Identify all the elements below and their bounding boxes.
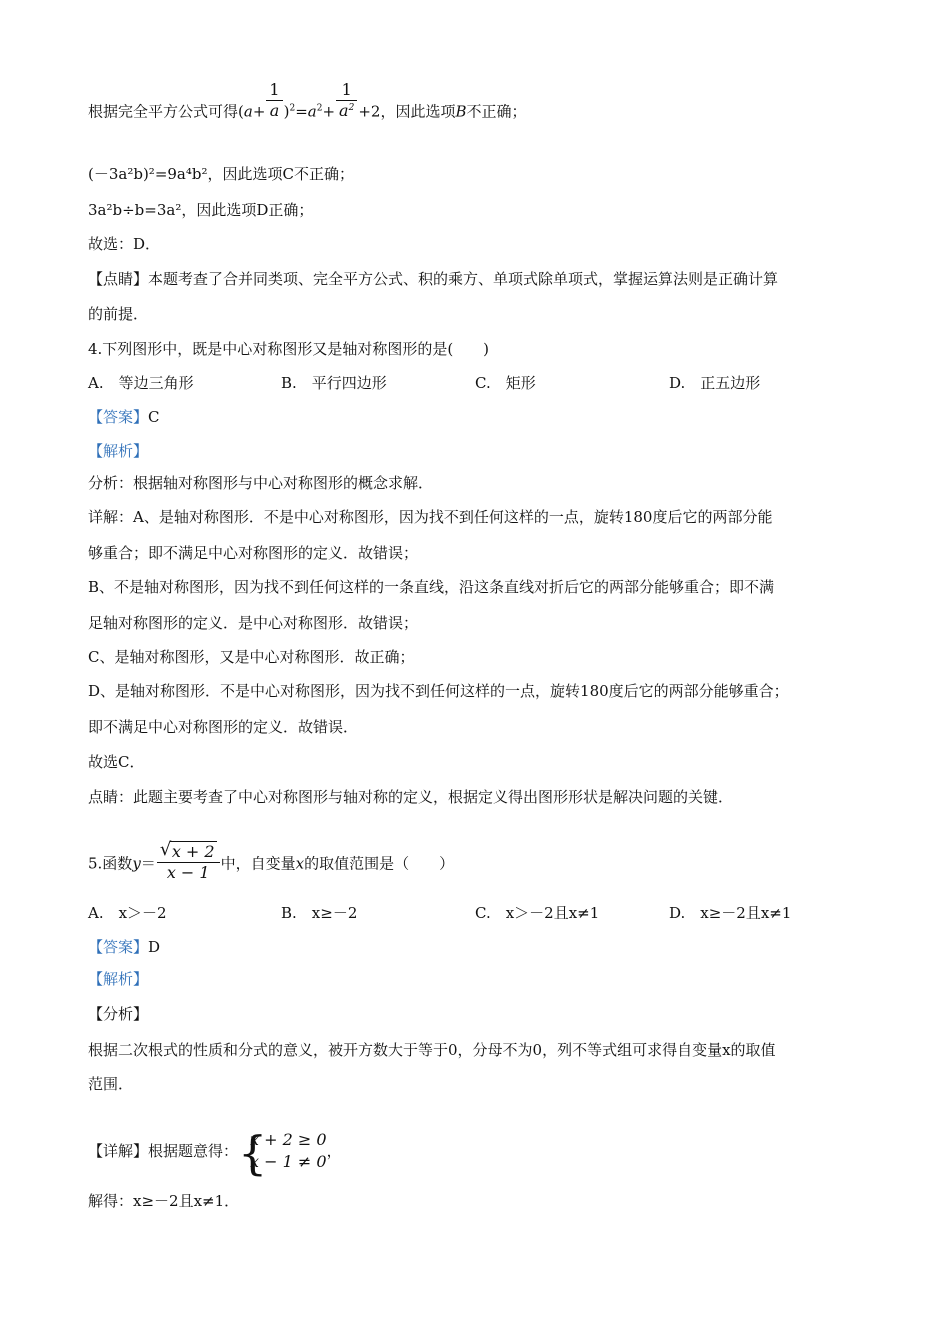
q4-line: 即不满足中心对称图形的定义．故错误． <box>88 718 359 736</box>
paren: ( <box>238 102 244 121</box>
q4-line: 够重合；即不满足中心对称图形的定义．故错误； <box>88 544 419 562</box>
var-x: x <box>295 854 305 873</box>
q4-answer <box>88 406 160 428</box>
q5-option-c: C. x＞－2且x≠1 <box>475 904 600 922</box>
text: 的取值范围是（ ） <box>304 854 455 873</box>
q5-fenxi-text: 根据二次根式的性质和分式的意义，被开方数大于等于0，分母不为0，列不等式组可求得自变量x的取值 <box>88 1041 776 1059</box>
var-a: a <box>307 102 317 121</box>
q3-option-d-explanation: 3a²b÷b=3a²，因此选项D正确； <box>88 201 314 219</box>
paren: ) <box>283 102 290 121</box>
answer-value: D <box>148 938 161 956</box>
q4-line: 足轴对称图形的定义．是中心对称图形．故错误； <box>88 614 419 632</box>
q3-comment <box>88 268 778 290</box>
text: 不正确； <box>466 102 527 121</box>
text: 5.函数 <box>88 854 133 873</box>
q4-line: 分析：根据轴对称图形与中心对称图形的概念求解． <box>88 474 434 492</box>
sqrt: √ x + 2 <box>159 839 215 861</box>
inequality-system: { x + 2 ≥ 0 x − 1 ≠ 0 <box>238 1126 327 1180</box>
q4-line: B、不是轴对称图形，因为找不到任何这样的一条直线，沿这条直线对折后它的两部分能够重合；即不满 <box>88 578 775 596</box>
var-y: y <box>132 854 141 873</box>
q4-question: 4.下列图形中，既是中心对称图形又是轴对称图形的是( ) <box>88 340 490 358</box>
q5-fenxi-text: 范围． <box>88 1075 134 1093</box>
text: 根据题意得： <box>148 1142 239 1160</box>
fraction-1-over-a: $\frac{1}{a}$ <box>266 80 282 121</box>
q4-option-b: B. 平行四边形 <box>281 374 387 392</box>
q4-line: 故选C． <box>88 753 145 771</box>
fraction-1-over-a-squared: $\frac{1}{a^2}$ <box>336 80 357 121</box>
q4-option-a: A. 等边三角形 <box>88 374 194 392</box>
q5-solve: 解得：x≥－2且x≠1． <box>88 1192 240 1210</box>
answer-value: C <box>148 408 160 426</box>
q5-option-a: A. x＞－2 <box>88 904 167 922</box>
text: 中，自变量 <box>220 854 296 873</box>
detail-tag: 【详解】 <box>88 1142 149 1160</box>
answer-tag: 【答案】 <box>88 938 149 956</box>
q5-answer <box>88 936 160 958</box>
comment-text: 本题考查了合并同类项、完全平方公式、积的乘方、单项式除单项式，掌握运算法则是正确计算 <box>148 270 779 288</box>
text: ， <box>326 1142 342 1160</box>
plus-two: +2 <box>358 102 381 121</box>
q4-option-c: C. 矩形 <box>475 374 536 392</box>
q3-comment-cont: 的前提． <box>88 305 149 323</box>
q3-option-c-explanation: (－3a²b)²=9a⁴b²，因此选项C不正确； <box>88 165 354 183</box>
q5-question <box>88 839 455 885</box>
q5-analysis-tag: 【解析】 <box>88 970 149 988</box>
q4-line: 点睛：此题主要考查了中心对称图形与轴对称的定义，根据定义得出图形形状是解决问题的关键． <box>88 788 734 806</box>
q4-option-d: D. 正五边形 <box>669 374 761 392</box>
q4-line: C、是轴对称图形，又是中心对称图形．故正确； <box>88 648 415 666</box>
option-letter: B <box>455 102 467 121</box>
q5-option-b: B. x≥－2 <box>281 904 358 922</box>
plus: + <box>252 102 266 121</box>
q4-line: D、是轴对称图形．不是中心对称图形，因为找不到任何这样的一点，旋转180度后它的两部分能够重合； <box>88 682 789 700</box>
q3-choose: 故选：D． <box>88 235 161 253</box>
q5-option-d: D. x≥－2且x≠1 <box>669 904 792 922</box>
text: ，因此选项 <box>380 102 456 121</box>
exponent: 2 <box>289 103 296 114</box>
equals: ＝ <box>140 854 156 873</box>
q5-fenxi-tag: 【分析】 <box>88 1005 149 1023</box>
exponent: 2 <box>316 103 323 114</box>
text: 根据完全平方公式可得 <box>88 102 239 121</box>
plus: + <box>322 102 336 121</box>
comment-tag: 【点睛】 <box>88 270 149 288</box>
q5-detail <box>88 1126 342 1180</box>
q4-line: 详解：A、是轴对称图形．不是中心对称图形，因为找不到任何这样的一点，旋转180度后它的两部分能 <box>88 508 773 526</box>
q4-analysis-tag: 【解析】 <box>88 442 149 460</box>
function-fraction: √ x + 2 x − 1 <box>157 842 220 883</box>
answer-tag: 【答案】 <box>88 408 149 426</box>
q3-option-b-explanation <box>88 80 527 133</box>
equals: = <box>295 102 308 121</box>
var-a: a <box>243 102 253 121</box>
